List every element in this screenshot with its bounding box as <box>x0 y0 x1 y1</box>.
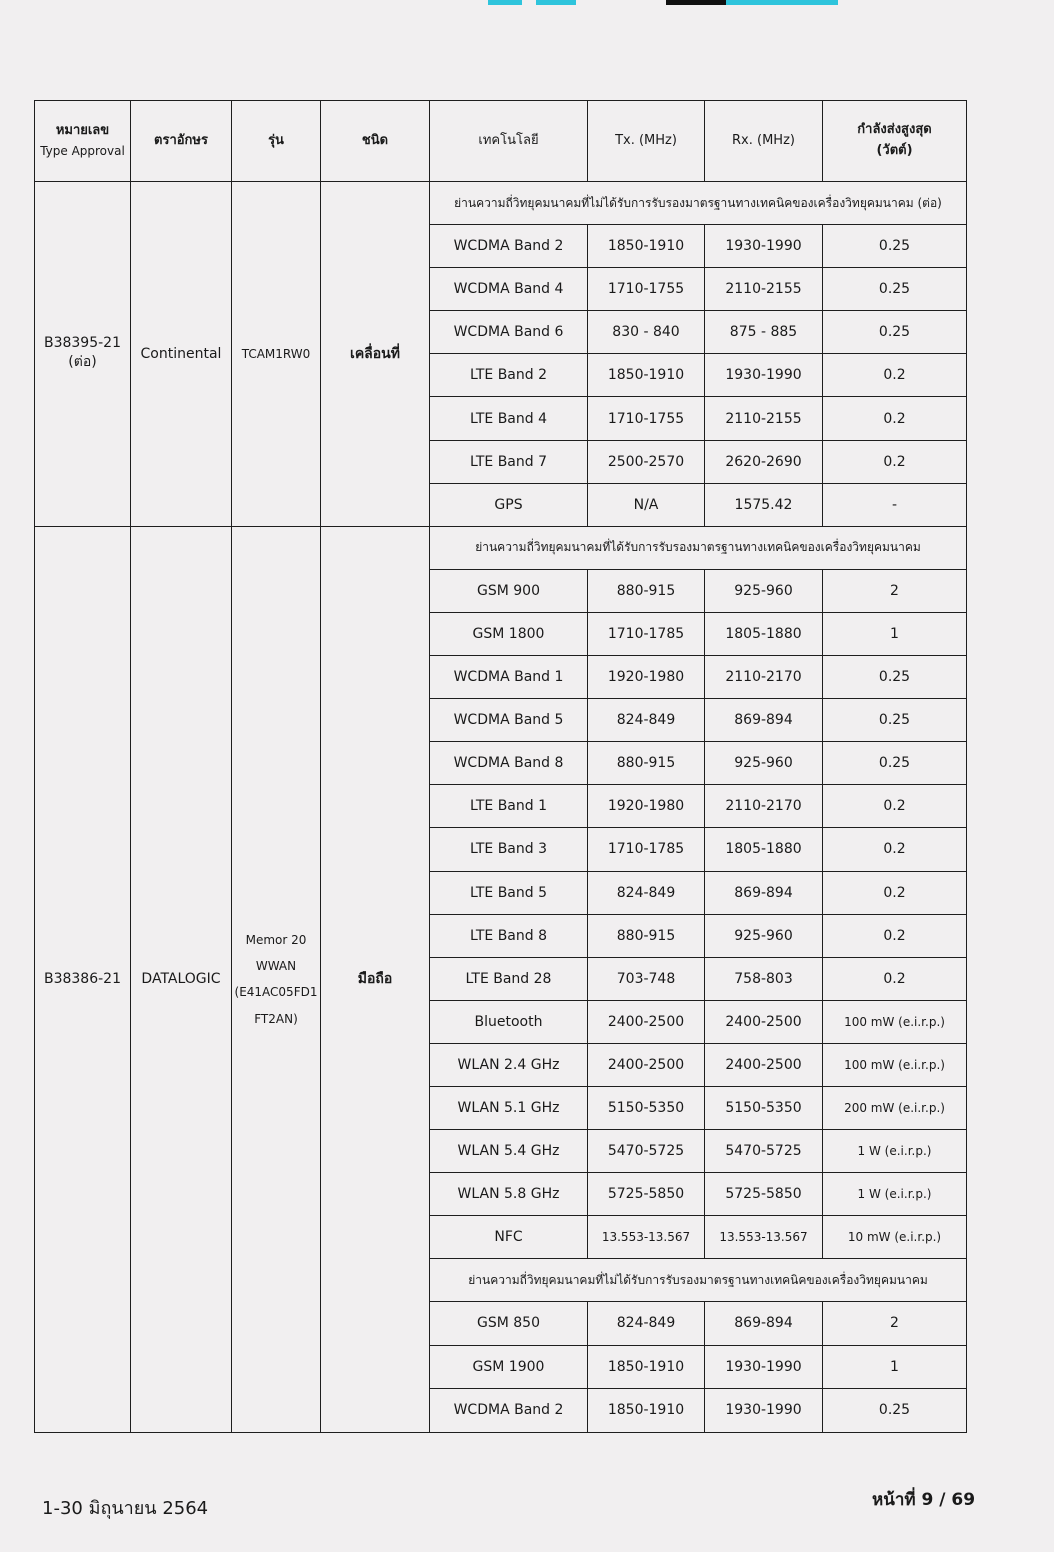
tech-cell: GSM 850 <box>430 1302 588 1345</box>
top-edge-mark <box>488 0 522 5</box>
tx-cell: 13.553-13.567 <box>588 1216 705 1259</box>
device1-section-title: ย่านความถี่วิทยุคมนาคมที่ไม่ได้รับการรับรองมาตรฐานทางเทคนิคของเครื่องวิทยุคมนาคม (ต่อ) <box>430 182 967 225</box>
top-edge-mark <box>666 0 726 5</box>
device2-section2-title: ย่านความถี่วิทยุคมนาคมที่ไม่ได้รับการรับรองมาตรฐานทางเทคนิคของเครื่องวิทยุคมนาคม <box>430 1259 967 1302</box>
device1-type-approval: B38395-21 <box>43 334 121 351</box>
tx-cell: 824-849 <box>588 699 705 742</box>
tx-cell: 5470-5725 <box>588 1130 705 1173</box>
tech-cell: WCDMA Band 2 <box>430 1388 588 1432</box>
device1-brand: Continental <box>131 182 232 527</box>
power-cell: 0.2 <box>823 871 967 914</box>
rx-cell: 925-960 <box>705 569 823 612</box>
device2-model-line1: Memor 20 <box>245 932 307 947</box>
rx-cell: 2110-2155 <box>705 268 823 311</box>
power-cell: 100 mW (e.i.r.p.) <box>823 1043 967 1086</box>
rx-cell: 2620-2690 <box>705 440 823 483</box>
rx-cell: 2110-2155 <box>705 397 823 440</box>
tech-cell: WLAN 5.8 GHz <box>430 1173 588 1216</box>
rx-cell: 2400-2500 <box>705 1043 823 1086</box>
tech-cell: LTE Band 8 <box>430 914 588 957</box>
header-kind: ชนิด <box>321 101 430 182</box>
device2-kind: มือถือ <box>321 526 430 1432</box>
top-edge-mark <box>536 0 576 5</box>
rx-cell: 1805-1880 <box>705 828 823 871</box>
power-cell: 1 <box>823 1345 967 1388</box>
tx-cell: 5150-5350 <box>588 1086 705 1129</box>
rx-cell: 2110-2170 <box>705 785 823 828</box>
tx-cell: 1850-1910 <box>588 1345 705 1388</box>
tech-cell: LTE Band 5 <box>430 871 588 914</box>
power-cell: 0.25 <box>823 742 967 785</box>
power-cell: 10 mW (e.i.r.p.) <box>823 1216 967 1259</box>
tech-cell: GSM 900 <box>430 569 588 612</box>
tx-cell: 1710-1785 <box>588 612 705 655</box>
tx-cell: 1850-1910 <box>588 225 705 268</box>
tech-cell: WCDMA Band 8 <box>430 742 588 785</box>
rx-cell: 875 - 885 <box>705 311 823 354</box>
header-type-approval-thai: หมายเลข <box>55 123 110 138</box>
tech-cell: GSM 1800 <box>430 612 588 655</box>
tech-cell: GPS <box>430 483 588 526</box>
rx-cell: 869-894 <box>705 699 823 742</box>
tx-cell: 1710-1755 <box>588 268 705 311</box>
tech-cell: LTE Band 3 <box>430 828 588 871</box>
tech-cell: WLAN 5.1 GHz <box>430 1086 588 1129</box>
tx-cell: 5725-5850 <box>588 1173 705 1216</box>
tech-cell: NFC <box>430 1216 588 1259</box>
power-cell: 0.25 <box>823 699 967 742</box>
device2-section1-title: ย่านความถี่วิทยุคมนาคมที่ได้รับการรับรองมาตรฐานทางเทคนิคของเครื่องวิทยุคมนาคม <box>430 526 967 569</box>
header-type-approval-en: Type Approval <box>40 143 125 158</box>
tx-cell: 1850-1910 <box>588 1388 705 1432</box>
tx-cell: 880-915 <box>588 569 705 612</box>
tech-cell: LTE Band 4 <box>430 397 588 440</box>
tech-cell: Bluetooth <box>430 1000 588 1043</box>
rx-cell: 1575.42 <box>705 483 823 526</box>
rx-cell: 869-894 <box>705 871 823 914</box>
rx-cell: 1805-1880 <box>705 612 823 655</box>
device2-type-approval: B38386-21 <box>35 526 131 1432</box>
header-tx: Tx. (MHz) <box>588 101 705 182</box>
header-max-power-line1: กำลังส่งสูงสุด <box>857 122 932 138</box>
power-cell: 0.25 <box>823 1388 967 1432</box>
tech-cell: WLAN 5.4 GHz <box>430 1130 588 1173</box>
power-cell: 0.2 <box>823 785 967 828</box>
tx-cell: 824-849 <box>588 871 705 914</box>
rx-cell: 758-803 <box>705 957 823 1000</box>
rx-cell: 13.553-13.567 <box>705 1216 823 1259</box>
power-cell: 100 mW (e.i.r.p.) <box>823 1000 967 1043</box>
tx-cell: 824-849 <box>588 1302 705 1345</box>
tx-cell: N/A <box>588 483 705 526</box>
tech-cell: WCDMA Band 4 <box>430 268 588 311</box>
header-type-approval <box>35 101 131 182</box>
header-model: รุ่น <box>232 101 321 182</box>
device2-model-cell <box>232 526 321 1432</box>
tech-cell: LTE Band 1 <box>430 785 588 828</box>
rx-cell: 1930-1990 <box>705 1388 823 1432</box>
tx-cell: 1850-1910 <box>588 354 705 397</box>
table-header-row <box>35 101 967 182</box>
tech-cell: WCDMA Band 6 <box>430 311 588 354</box>
table-row <box>35 182 967 225</box>
tech-cell: WCDMA Band 5 <box>430 699 588 742</box>
power-cell: 0.25 <box>823 656 967 699</box>
power-cell: 1 W (e.i.r.p.) <box>823 1173 967 1216</box>
device2-model-line4: FT2AN) <box>254 1011 298 1026</box>
header-rx: Rx. (MHz) <box>705 101 823 182</box>
tx-cell: 830 - 840 <box>588 311 705 354</box>
top-edge-mark <box>726 0 838 5</box>
tx-cell: 1710-1755 <box>588 397 705 440</box>
power-cell: 1 W (e.i.r.p.) <box>823 1130 967 1173</box>
footer-date: 1-30 มิถุนายน 2564 <box>42 1498 209 1519</box>
tech-cell: WCDMA Band 2 <box>430 225 588 268</box>
rx-cell: 2110-2170 <box>705 656 823 699</box>
device1-model: TCAM1RW0 <box>232 182 321 527</box>
rx-cell: 5470-5725 <box>705 1130 823 1173</box>
device1-kind: เคลื่อนที่ <box>321 182 430 527</box>
header-technology: เทคโนโลยี <box>430 101 588 182</box>
rx-cell: 1930-1990 <box>705 1345 823 1388</box>
power-cell: 0.2 <box>823 397 967 440</box>
tx-cell: 880-915 <box>588 742 705 785</box>
power-cell: 200 mW (e.i.r.p.) <box>823 1086 967 1129</box>
tx-cell: 2400-2500 <box>588 1000 705 1043</box>
power-cell: 0.2 <box>823 914 967 957</box>
rx-cell: 2400-2500 <box>705 1000 823 1043</box>
device2-brand: DATALOGIC <box>131 526 232 1432</box>
power-cell: 0.2 <box>823 440 967 483</box>
tx-cell: 703-748 <box>588 957 705 1000</box>
tx-cell: 2400-2500 <box>588 1043 705 1086</box>
top-edge-strip <box>0 0 1054 6</box>
device1-type-approval-cell <box>35 182 131 527</box>
rx-cell: 1930-1990 <box>705 354 823 397</box>
table-row <box>35 526 967 569</box>
tech-cell: LTE Band 2 <box>430 354 588 397</box>
tx-cell: 1920-1980 <box>588 656 705 699</box>
header-max-power <box>823 101 967 182</box>
rx-cell: 1930-1990 <box>705 225 823 268</box>
power-cell: 0.2 <box>823 957 967 1000</box>
tx-cell: 1710-1785 <box>588 828 705 871</box>
rx-cell: 925-960 <box>705 742 823 785</box>
device2-model-line3: (E41AC05FD1 <box>234 985 318 1000</box>
device1-type-approval-note: (ต่อ) <box>68 353 97 370</box>
power-cell: 0.2 <box>823 354 967 397</box>
tx-cell: 2500-2570 <box>588 440 705 483</box>
tx-cell: 1920-1980 <box>588 785 705 828</box>
device2-model-line2: WWAN <box>255 958 297 973</box>
tech-cell: WCDMA Band 1 <box>430 656 588 699</box>
rx-cell: 5725-5850 <box>705 1173 823 1216</box>
footer-page-number: หน้าที่ 9 / 69 <box>872 1490 976 1510</box>
tech-cell: GSM 1900 <box>430 1345 588 1388</box>
rx-cell: 925-960 <box>705 914 823 957</box>
tech-cell: WLAN 2.4 GHz <box>430 1043 588 1086</box>
power-cell: 2 <box>823 569 967 612</box>
rx-cell: 869-894 <box>705 1302 823 1345</box>
power-cell: 0.2 <box>823 828 967 871</box>
type-approval-table <box>34 100 967 1433</box>
power-cell: 0.25 <box>823 268 967 311</box>
tx-cell: 880-915 <box>588 914 705 957</box>
tech-cell: LTE Band 28 <box>430 957 588 1000</box>
power-cell: 0.25 <box>823 311 967 354</box>
tech-cell: LTE Band 7 <box>430 440 588 483</box>
header-max-power-line2: (วัตต์) <box>876 143 913 158</box>
power-cell: 1 <box>823 612 967 655</box>
header-brand: ตราอักษร <box>131 101 232 182</box>
power-cell: - <box>823 483 967 526</box>
power-cell: 0.25 <box>823 225 967 268</box>
power-cell: 2 <box>823 1302 967 1345</box>
rx-cell: 5150-5350 <box>705 1086 823 1129</box>
